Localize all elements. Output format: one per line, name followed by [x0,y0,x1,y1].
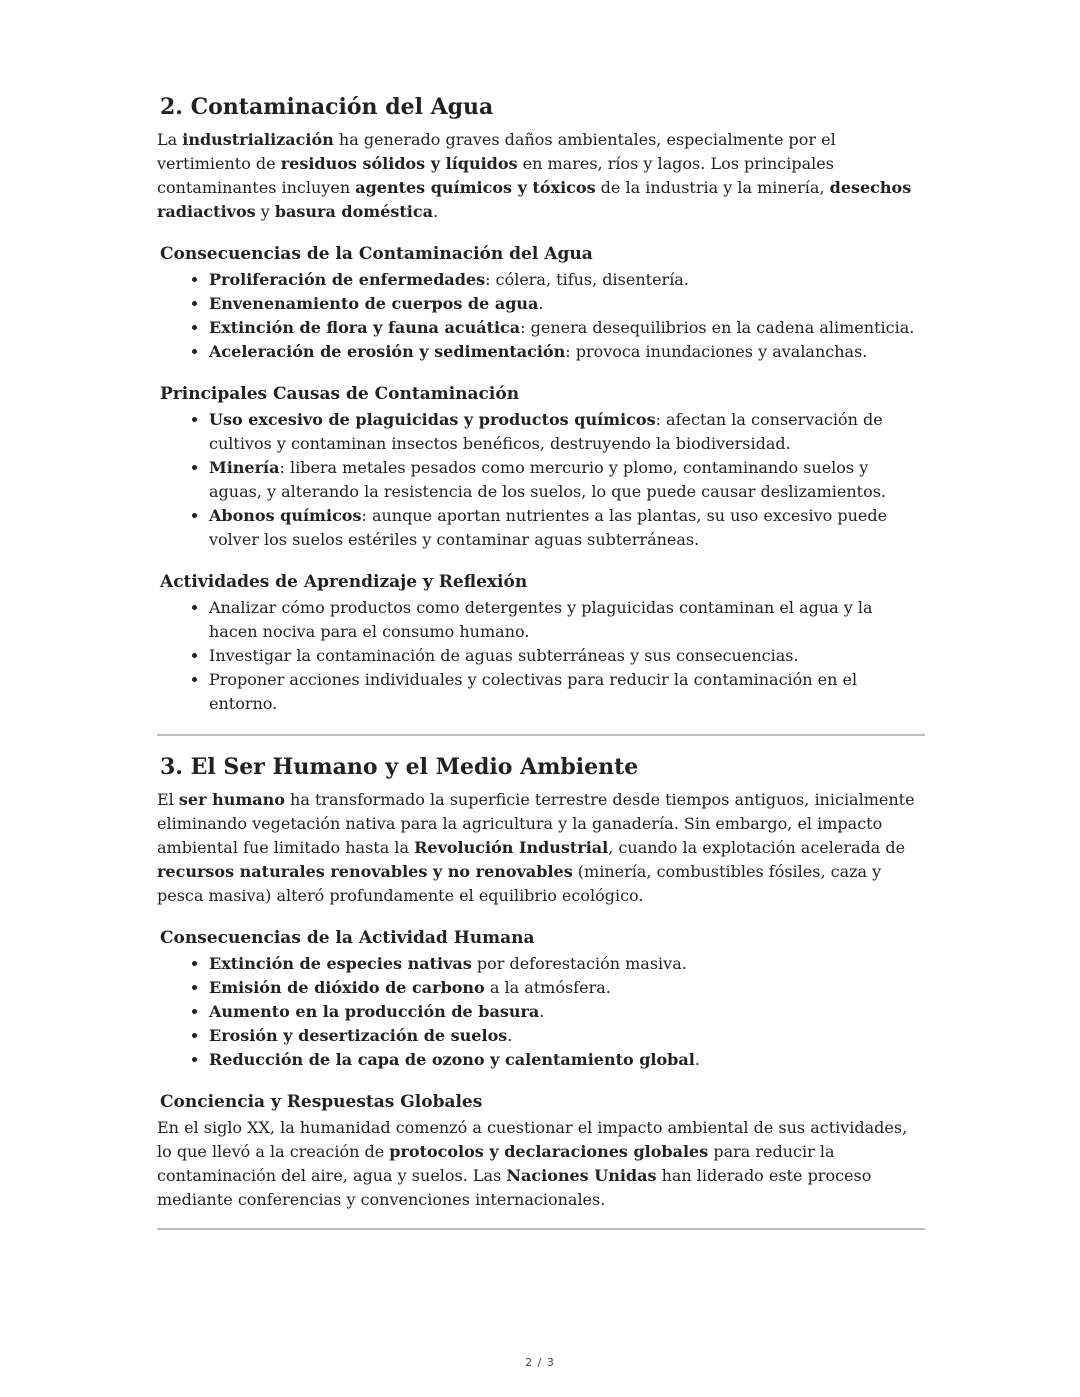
list-item [209,456,925,504]
bold-text: residuos sólidos y líquidos [280,154,518,173]
text-run: : cólera, tifus, disentería. [485,270,689,289]
text-run: ha transformado la superficie terrestre desde tiempos antiguos, inicialmente eliminando vegetación nativa para la agricultura y la ganadería. Sin embargo, el impacto ambiental fue limitado hasta la [157,790,915,857]
text-run: : libera metales pesados como mercurio y plomo, contaminando suelos y aguas, y alterando la resistencia de los suelos, lo que puede causar deslizamientos. [209,458,886,501]
subsection-title-human-consequences: Consecuencias de la Actividad Humana [160,928,535,948]
bold-text: protocolos y declaraciones globales [389,1142,709,1161]
subsection-title-causes: Principales Causas de Contaminación [160,384,520,404]
subsection-title-global: Conciencia y Respuestas Globales [160,1092,483,1112]
text-run: . [694,1050,700,1069]
text-run: por deforestación masiva. [471,954,687,973]
list-item [209,292,925,316]
text-run: : provoca inundaciones y avalanchas. [565,342,868,361]
bold-text: industrialización [182,130,334,149]
bold-text: Emisión de dióxido de carbono [209,978,485,997]
bold-text: Extinción de flora y fauna acuática [209,318,521,337]
text-run: (minería, combustibles fósiles, caza y pesca masiva) alteró profundamente el equilibrio ecológico. [157,862,882,905]
text-run: En el siglo XX, la humanidad comenzó a cuestionar el impacto ambiental de sus actividades, lo que llevó a la creación de [157,1118,908,1161]
list-item [209,952,925,976]
bold-text: recursos naturales renovables y no renovables [157,862,573,881]
bold-text: desechos radiactivos [157,178,912,221]
bold-text: Proliferación de enfermedades [209,270,486,289]
bold-text: Aumento en la producción de basura [209,1002,540,1021]
bold-text: Erosión y desertización de suelos [209,1026,508,1045]
section-human-environment [157,752,925,1212]
activities-list [157,596,925,716]
text-run: para reducir la contaminación del aire, agua y suelos. Las [157,1142,835,1185]
list-item [209,644,925,668]
text-run: ha generado graves daños ambientales, especialmente por el vertimiento de [157,130,836,173]
text-run: : afectan la conservación de cultivos y contaminan insectos benéficos, destruyendo la biodiversidad. [209,410,883,453]
text-run: . [507,1026,513,1045]
bold-text: Extinción de especies nativas [209,954,472,973]
bold-text: Revolución Industrial [414,838,609,857]
bold-text: Uso excesivo de plaguicidas y productos químicos [209,410,656,429]
list-item [209,596,925,644]
list-item [209,316,925,340]
text-run: : genera desequilibrios en la cadena alimenticia. [520,318,915,337]
text-run: . [538,294,544,313]
section-intro [157,128,925,224]
bold-text: Minería [209,458,280,477]
bold-text: basura doméstica [274,202,433,221]
text-run: El [157,790,179,809]
list-item [209,1000,925,1024]
bold-text: Naciones Unidas [506,1166,657,1185]
list-item [209,268,925,292]
list-item [209,340,925,364]
bold-text: Reducción de la capa de ozono y calentamiento global [209,1050,695,1069]
section-divider [157,1228,925,1230]
text-run: Proponer acciones individuales y colectivas para reducir la contaminación en el entorno. [209,670,858,713]
section-intro [157,788,925,908]
text-run: a la atmósfera. [484,978,611,997]
text-run: han liderado este proceso mediante conferencias y convenciones internacionales. [157,1166,872,1209]
section-title: 2. Contaminación del Agua [160,94,494,120]
text-run: , cuando la explotación acelerada de [608,838,906,857]
list-item [209,504,925,552]
bold-text: Abonos químicos [209,506,362,525]
bold-text: Aceleración de erosión y sedimentación [209,342,566,361]
text-run: : aunque aportan nutrientes a las plantas, su uso excesivo puede volver los suelos estériles y contaminar aguas subterráneas. [209,506,888,549]
text-run: de la industria y la minería, [595,178,830,197]
text-run: en mares, ríos y lagos. Los principales contaminantes incluyen [157,154,834,197]
subsection-title-activities: Actividades de Aprendizaje y Reflexión [160,572,528,592]
text-run: . [432,202,439,221]
text-run: Analizar cómo productos como detergentes y plaguicidas contaminan el agua y la hacen nociva para el consumo humano. [209,598,873,641]
human-consequences-list [157,952,925,1072]
causes-list [157,408,925,552]
bold-text: agentes químicos y tóxicos [355,178,596,197]
text-run: y [255,202,275,221]
section-water-pollution [157,92,925,716]
list-item [209,976,925,1000]
global-response-text [157,1116,925,1212]
text-run: Investigar la contaminación de aguas subterráneas y sus consecuencias. [209,646,799,665]
list-item [209,1024,925,1048]
consequences-list [157,268,925,364]
section-title: 3. El Ser Humano y el Medio Ambiente [160,754,639,780]
list-item [209,408,925,456]
list-item [209,668,925,716]
bold-text: ser humano [178,790,285,809]
page-number: 2 / 3 [525,1356,555,1369]
bold-text: Envenenamiento de cuerpos de agua [209,294,539,313]
list-item [209,1048,925,1072]
text-run: La [157,130,183,149]
section-divider [157,734,925,736]
document-page [157,92,925,1246]
subsection-title-consequences: Consecuencias de la Contaminación del Agua [160,244,593,264]
text-run: . [539,1002,545,1021]
